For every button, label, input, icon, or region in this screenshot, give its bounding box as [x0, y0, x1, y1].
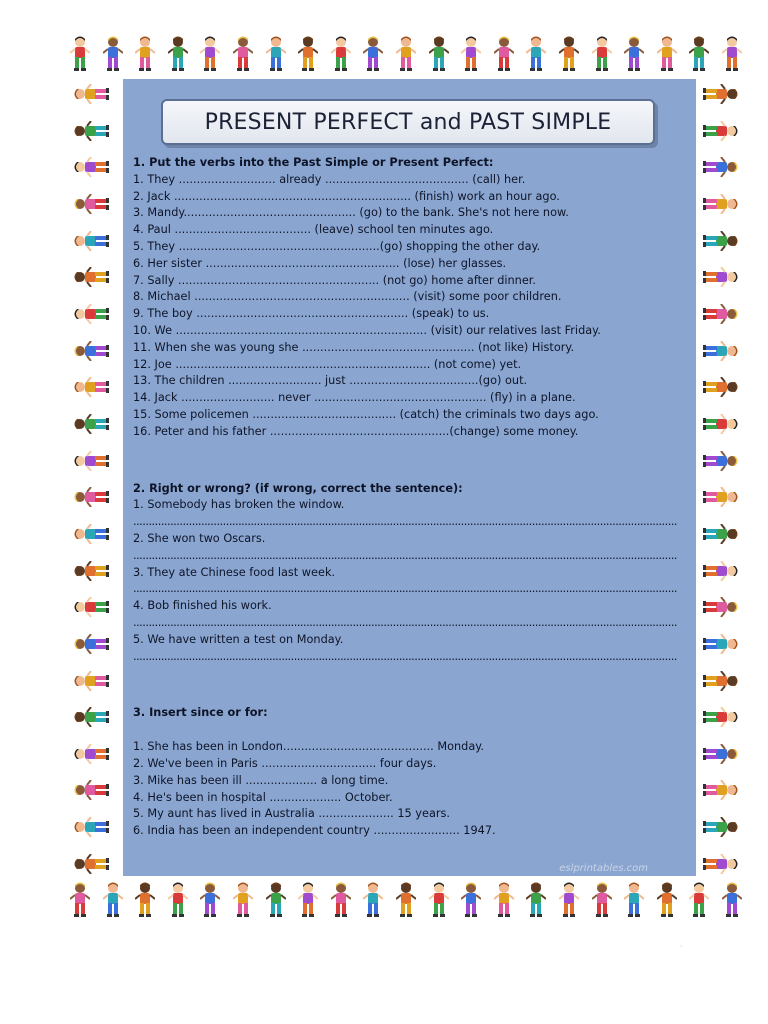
child-figure	[702, 671, 738, 691]
child-figure	[70, 36, 90, 72]
child-figure	[702, 84, 738, 104]
exercise-item: 10. We ...................................................................... (visit) our relatives last Friday.	[133, 323, 601, 337]
child-figure	[363, 882, 383, 918]
child-figure	[592, 36, 612, 72]
worksheet-panel	[123, 79, 696, 876]
spacer	[133, 441, 686, 481]
top-border-kids	[64, 36, 748, 76]
child-figure	[702, 744, 738, 764]
child-figure	[74, 671, 110, 691]
child-figure	[702, 414, 738, 434]
child-figure	[702, 121, 738, 141]
child-figure	[624, 36, 644, 72]
child-figure	[331, 882, 351, 918]
child-figure	[702, 157, 738, 177]
child-figure	[74, 817, 110, 837]
exercise-item: 3. Mike has been ill .................... a long time.	[133, 773, 389, 787]
child-figure	[702, 341, 738, 361]
child-figure	[657, 36, 677, 72]
answer-line: ................................................................................................................................................................................	[133, 548, 678, 562]
child-figure	[74, 744, 110, 764]
child-figure	[702, 487, 738, 507]
child-figure	[74, 780, 110, 800]
exercise-item: 2. Jack .................................................................. (finish) work an hour ago.	[133, 189, 560, 203]
child-figure	[559, 882, 579, 918]
child-figure	[74, 377, 110, 397]
answer-line: ................................................................................................................................................................................	[133, 649, 678, 663]
exercise-item: 4. Bob finished his work.	[133, 599, 272, 613]
child-figure	[74, 121, 110, 141]
child-figure	[74, 84, 110, 104]
exercise-item: 1. She has been in London.......................................... Monday.	[133, 740, 484, 754]
exercise-item: 11. When she was young she ................................................ (not like) History.	[133, 340, 575, 354]
child-figure	[74, 707, 110, 727]
child-figure	[592, 882, 612, 918]
section3-heading: 3. Insert since or for:	[133, 706, 268, 720]
exercise-item: 16. Peter and his father ..................................................(change) some money.	[133, 424, 579, 438]
child-figure	[702, 377, 738, 397]
child-figure	[135, 882, 155, 918]
child-figure	[702, 707, 738, 727]
worksheet	[64, 36, 748, 922]
child-figure	[689, 882, 709, 918]
exercise-item: 12. Joe ....................................................................... (not come) yet.	[133, 357, 522, 371]
child-figure	[74, 854, 110, 874]
exercise-item: 13. The children .......................... just ....................................(go) out.	[133, 374, 528, 388]
child-figure	[298, 882, 318, 918]
child-figure	[135, 36, 155, 72]
spacer	[133, 722, 686, 739]
exercise-item: 5. We have written a test on Monday.	[133, 632, 344, 646]
child-figure	[702, 524, 738, 544]
exercise-item: 9. The boy ........................................................... (speak) to us.	[133, 307, 490, 321]
child-figure	[461, 882, 481, 918]
child-figure	[266, 882, 286, 918]
page-dot: ·	[680, 942, 683, 951]
child-figure	[74, 194, 110, 214]
exercise-item: 5. They ........................................................(go) shopping the other day.	[133, 239, 541, 253]
bottom-border-kids	[64, 882, 748, 922]
section2-heading: 2. Right or wrong? (if wrong, correct the sentence):	[133, 481, 463, 495]
child-figure	[74, 597, 110, 617]
child-figure	[74, 341, 110, 361]
right-border-kids	[694, 76, 746, 882]
child-figure	[702, 854, 738, 874]
child-figure	[396, 882, 416, 918]
page-title: PRESENT PERFECT and PAST SIMPLE	[204, 109, 612, 135]
spacer	[133, 665, 686, 705]
exercise-item: 14. Jack .......................... never ................................................ (fly) in a plane.	[133, 391, 576, 405]
exercise-item: 5. My aunt has lived in Australia ..................... 15 years.	[133, 807, 450, 821]
child-figure	[168, 36, 188, 72]
child-figure	[233, 882, 253, 918]
exercise-item: 3. They ate Chinese food last week.	[133, 565, 336, 579]
exercise-item: 1. They ........................... already ........................................ (call) her.	[133, 172, 526, 186]
child-figure	[74, 487, 110, 507]
child-figure	[702, 597, 738, 617]
child-figure	[702, 451, 738, 471]
child-figure	[689, 36, 709, 72]
left-border-kids	[66, 76, 118, 882]
child-figure	[74, 231, 110, 251]
exercise-item: 4. Paul ...................................... (leave) school ten minutes ago.	[133, 223, 494, 237]
child-figure	[233, 36, 253, 72]
child-figure	[657, 882, 677, 918]
answer-line: ................................................................................................................................................................................	[133, 615, 678, 629]
child-figure	[396, 36, 416, 72]
child-figure	[526, 36, 546, 72]
exercise-item: 3. Mandy................................................ (go) to the bank. She's not here now.	[133, 206, 569, 220]
exercise-item: 6. Her sister ...................................................... (lose) her glasses.	[133, 256, 507, 270]
exercise-item: 7. Sally ........................................................ (not go) home after dinner.	[133, 273, 536, 287]
child-figure	[526, 882, 546, 918]
title-banner	[161, 99, 655, 145]
child-figure	[429, 36, 449, 72]
answer-line: ................................................................................................................................................................................	[133, 582, 678, 596]
child-figure	[494, 36, 514, 72]
child-figure	[702, 817, 738, 837]
child-figure	[702, 231, 738, 251]
child-figure	[461, 36, 481, 72]
child-figure	[74, 267, 110, 287]
child-figure	[363, 36, 383, 72]
child-figure	[702, 194, 738, 214]
child-figure	[74, 304, 110, 324]
child-figure	[722, 882, 742, 918]
child-figure	[494, 882, 514, 918]
child-figure	[74, 561, 110, 581]
child-figure	[331, 36, 351, 72]
worksheet-content	[133, 155, 686, 840]
child-figure	[200, 882, 220, 918]
child-figure	[200, 36, 220, 72]
child-figure	[103, 882, 123, 918]
child-figure	[702, 780, 738, 800]
child-figure	[702, 267, 738, 287]
answer-line: ................................................................................................................................................................................	[133, 515, 678, 529]
child-figure	[702, 561, 738, 581]
child-figure	[624, 882, 644, 918]
exercise-item: 8. Michael ............................................................ (visit) some poor children.	[133, 290, 562, 304]
child-figure	[168, 882, 188, 918]
child-figure	[702, 304, 738, 324]
watermark: eslprintables.com	[559, 863, 648, 874]
exercise-item: 6. India has been an independent country ........................ 1947.	[133, 824, 496, 838]
child-figure	[74, 157, 110, 177]
child-figure	[298, 36, 318, 72]
child-figure	[74, 414, 110, 434]
child-figure	[702, 634, 738, 654]
child-figure	[74, 634, 110, 654]
child-figure	[559, 36, 579, 72]
child-figure	[70, 882, 90, 918]
child-figure	[429, 882, 449, 918]
child-figure	[74, 524, 110, 544]
child-figure	[74, 451, 110, 471]
child-figure	[722, 36, 742, 72]
exercise-item: 2. She won two Oscars.	[133, 531, 266, 545]
exercise-item: 15. Some policemen ........................................ (catch) the criminals two days ago.	[133, 407, 599, 421]
section1-heading: 1. Put the verbs into the Past Simple or Present Perfect:	[133, 156, 494, 169]
exercise-item: 1. Somebody has broken the window.	[133, 498, 345, 512]
child-figure	[103, 36, 123, 72]
child-figure	[266, 36, 286, 72]
exercise-item: 2. We've been in Paris ................................ four days.	[133, 756, 437, 770]
exercise-item: 4. He's been in hospital .................... October.	[133, 790, 393, 804]
